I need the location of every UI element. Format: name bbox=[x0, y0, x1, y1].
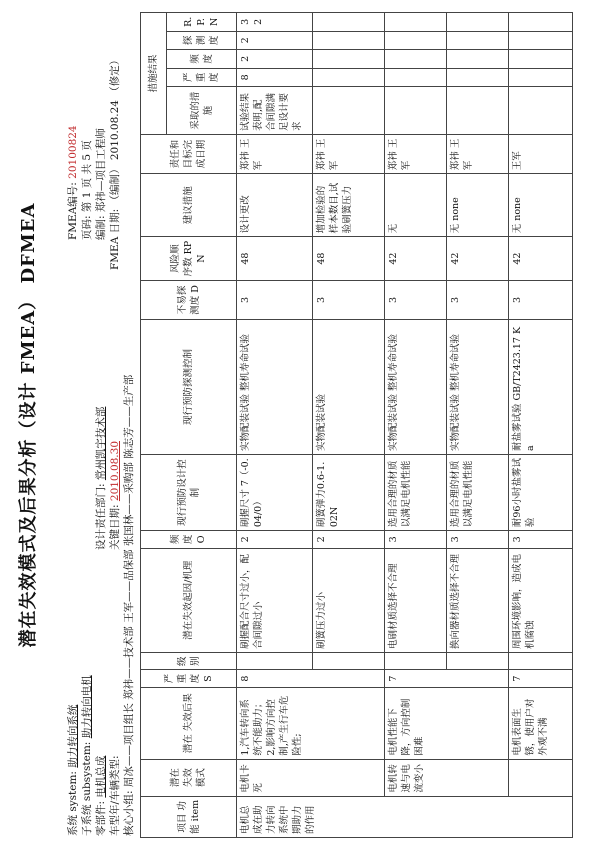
result-detection-cell bbox=[509, 31, 573, 50]
subsystem-label: 子系统 subsystem: bbox=[81, 741, 93, 836]
recommended-cell: 无 bbox=[385, 174, 447, 237]
team-value: 周冰——项目组长 郑祎——技术部 王军——品保部 张国林——采购部 陈志芳——生产部 bbox=[123, 374, 135, 788]
result-severity-cell bbox=[509, 68, 573, 87]
result-occurrence-cell bbox=[385, 50, 447, 69]
detection-control-cell: 耐盐雾试验 GB/T2423.17 Ka bbox=[509, 320, 573, 455]
class-cell bbox=[447, 653, 509, 670]
effect-cell: 电机性能下降，方向控制困难 bbox=[385, 687, 509, 759]
result-detection-cell bbox=[385, 31, 447, 50]
result-severity-cell: 8 bbox=[237, 68, 313, 87]
responsibility-cell: 郑祎 王军 bbox=[237, 135, 313, 174]
fmea-no-label: FMEA编号: bbox=[67, 182, 79, 240]
mode-cell: 电机卡死 bbox=[237, 759, 385, 796]
effect-cell: 1,汽车转向系统不能助力；2,影响方向控制,产生行车危险性; bbox=[237, 687, 385, 759]
action-taken-cell bbox=[447, 87, 509, 135]
result-rpn-cell bbox=[385, 13, 447, 32]
col-result-occurrence: 频度 bbox=[167, 50, 237, 69]
col-class: 级别 bbox=[141, 653, 237, 670]
col-result-detection: 探测度 bbox=[167, 31, 237, 50]
responsibility-cell: 郑祎 王军 bbox=[313, 135, 385, 174]
result-occurrence-cell bbox=[313, 50, 385, 69]
detection-control-cell: 实物配装试验 整机寿命试验 bbox=[447, 320, 509, 455]
table-row bbox=[237, 13, 313, 838]
col-responsibility: 责任和目标完成日期 bbox=[141, 135, 237, 174]
action-taken-cell bbox=[313, 87, 385, 135]
rpn-cell: 48 bbox=[237, 237, 313, 281]
severity-cell: 7 bbox=[509, 670, 573, 687]
editor: 编制: 郑祎—项目工程师 bbox=[95, 128, 107, 240]
result-occurrence-cell: 2 bbox=[237, 50, 313, 69]
col-severity: 严重度 S bbox=[141, 670, 237, 687]
result-detection-cell bbox=[447, 31, 509, 50]
recommended-cell: 无 none bbox=[509, 174, 573, 237]
part-label: 零部件: bbox=[95, 800, 107, 836]
fmea-no-value: 20100824 bbox=[67, 125, 79, 179]
page-number: 页码: 第 1 页 共 5 页 bbox=[81, 140, 93, 240]
recommended-cell: 设计更改 bbox=[237, 174, 313, 237]
result-rpn-cell bbox=[447, 13, 509, 32]
recommended-cell: 增加检验的样本数目,试验刷簧压力 bbox=[313, 174, 385, 237]
occurrence-cell: 3 bbox=[509, 531, 573, 548]
col-effect: 潜在 失效后果 bbox=[141, 687, 237, 759]
detection-control-cell: 实物配装试验 整机寿命试验 bbox=[237, 320, 313, 455]
prevention-cell: 选用合理的材质以满足电机性能 bbox=[385, 454, 447, 530]
col-prevention: 现行预防设计控制 bbox=[141, 454, 237, 530]
col-detection: 不易探测度 D bbox=[141, 280, 237, 319]
rpn-cell: 48 bbox=[313, 237, 385, 281]
date-value: 2010.08.30 bbox=[109, 440, 121, 502]
date-label: 关键日期: bbox=[109, 504, 121, 550]
col-recommended: 建议措施 bbox=[141, 174, 237, 237]
page-title: 潜在失效模式及后果分析（设计 FMEA） DFMEA bbox=[18, 202, 39, 648]
detection-control-cell: 实物配装试验 bbox=[313, 320, 385, 455]
dept-line bbox=[94, 407, 108, 550]
table-row bbox=[385, 13, 447, 838]
cause-cell: 电刷材质选择不合理 bbox=[385, 548, 447, 652]
prevention-cell: 刷簧弹力0.6-1.02N bbox=[313, 454, 385, 530]
col-results: 措施结果 bbox=[141, 13, 167, 135]
cause-cell: 换向器材质选择不合理 bbox=[447, 548, 509, 652]
system-value: 助力转向系统 bbox=[67, 704, 79, 768]
cause-cell: 周围环境影响，造成电机腐蚀 bbox=[509, 548, 573, 652]
occurrence-cell: 2 bbox=[237, 531, 313, 548]
result-rpn-cell bbox=[313, 13, 385, 32]
dept-value: 常州凯宇技术部 bbox=[95, 406, 107, 481]
col-rpn: 风险顺序数 RPN bbox=[141, 237, 237, 281]
col-mode: 潜在 失效 模式 bbox=[141, 759, 237, 796]
result-occurrence-cell bbox=[447, 50, 509, 69]
action-taken-cell bbox=[509, 87, 573, 135]
date-line bbox=[108, 441, 122, 550]
fmea-no-line bbox=[66, 125, 80, 240]
item-cell: 电机总成在助力转向系统中期助力的作用 bbox=[237, 796, 573, 837]
cause-cell: 刷握配合尺寸过小，配合间隙过小 bbox=[237, 548, 313, 652]
team-label: 核心小组: bbox=[123, 790, 135, 836]
part-line bbox=[94, 756, 108, 836]
severity-cell: 7 bbox=[385, 670, 509, 687]
detection-control-cell: 实物配装试验 整机寿命试验 bbox=[385, 320, 447, 455]
detection-cell: 3 bbox=[313, 280, 385, 319]
system-line bbox=[66, 705, 80, 836]
col-item: 项目 功能 item bbox=[141, 796, 237, 837]
cause-cell: 刷簧压力过小 bbox=[313, 548, 385, 652]
model-label: 车型年/车辆类型: bbox=[109, 755, 121, 836]
subsystem-line bbox=[80, 675, 94, 836]
responsibility-cell: 王军 bbox=[509, 135, 573, 174]
mode-cell bbox=[509, 759, 573, 796]
result-severity-cell bbox=[385, 68, 447, 87]
fmea-table bbox=[140, 12, 573, 838]
prevention-cell: 选用合理的材质以满足电机性能 bbox=[447, 454, 509, 530]
class-cell bbox=[385, 653, 447, 670]
col-result-rpn: R.P.N bbox=[167, 13, 237, 32]
model-line bbox=[108, 755, 122, 836]
prevention-cell: 耐96小时盐雾试验 bbox=[509, 454, 573, 530]
class-cell bbox=[313, 653, 385, 670]
action-taken-cell bbox=[385, 87, 447, 135]
effect-cell: 电机表面生锈，使用户对外观不满 bbox=[509, 687, 573, 759]
result-detection-cell bbox=[313, 31, 385, 50]
detection-cell: 3 bbox=[385, 280, 447, 319]
col-action-taken: 采取的措施 bbox=[167, 87, 237, 135]
dept-label: 设计责任部门: bbox=[95, 483, 107, 550]
col-detection-control: 现行预防探测控制 bbox=[141, 320, 237, 455]
occurrence-cell: 3 bbox=[447, 531, 509, 548]
result-severity-cell bbox=[447, 68, 509, 87]
col-result-severity: 严重度 bbox=[167, 68, 237, 87]
system-label: 系统 system: bbox=[67, 771, 79, 836]
result-rpn-cell bbox=[509, 13, 573, 32]
prevention-cell: 刷握尺寸 7（-0.04/0） bbox=[237, 454, 313, 530]
rpn-cell: 42 bbox=[447, 237, 509, 281]
class-cell bbox=[237, 653, 313, 670]
rpn-cell: 42 bbox=[509, 237, 573, 281]
detection-cell: 3 bbox=[509, 280, 573, 319]
mode-cell: 电机转速与电流变小 bbox=[385, 759, 509, 796]
detection-cell: 3 bbox=[237, 280, 313, 319]
class-cell bbox=[509, 653, 573, 670]
result-severity-cell bbox=[313, 68, 385, 87]
action-taken-cell: 试验结果表明,配合间隙满足设计要求 bbox=[237, 87, 313, 135]
detection-cell: 3 bbox=[447, 280, 509, 319]
responsibility-cell: 郑祎 王军 bbox=[385, 135, 447, 174]
occurrence-cell: 2 bbox=[313, 531, 385, 548]
result-detection-cell: 2 bbox=[237, 31, 313, 50]
result-rpn-cell: 32 bbox=[237, 13, 313, 32]
team-line bbox=[122, 375, 136, 836]
result-occurrence-cell bbox=[509, 50, 573, 69]
col-cause: 潜在失效起因/机理 bbox=[141, 548, 237, 652]
severity-cell: 8 bbox=[237, 670, 385, 687]
fmea-date: FMEA 日期: （编制） 2010.08.24 （修定） bbox=[109, 54, 121, 270]
occurrence-cell: 3 bbox=[385, 531, 447, 548]
subsystem-value: 助力转向电机 bbox=[81, 675, 93, 739]
rpn-cell: 42 bbox=[385, 237, 447, 281]
recommended-cell: 无 none bbox=[447, 174, 509, 237]
part-value: 电机总成 bbox=[95, 755, 107, 798]
table-row bbox=[509, 13, 573, 838]
responsibility-cell: 郑祎 王军 bbox=[447, 135, 509, 174]
col-occurrence: 频度 O bbox=[141, 531, 237, 548]
